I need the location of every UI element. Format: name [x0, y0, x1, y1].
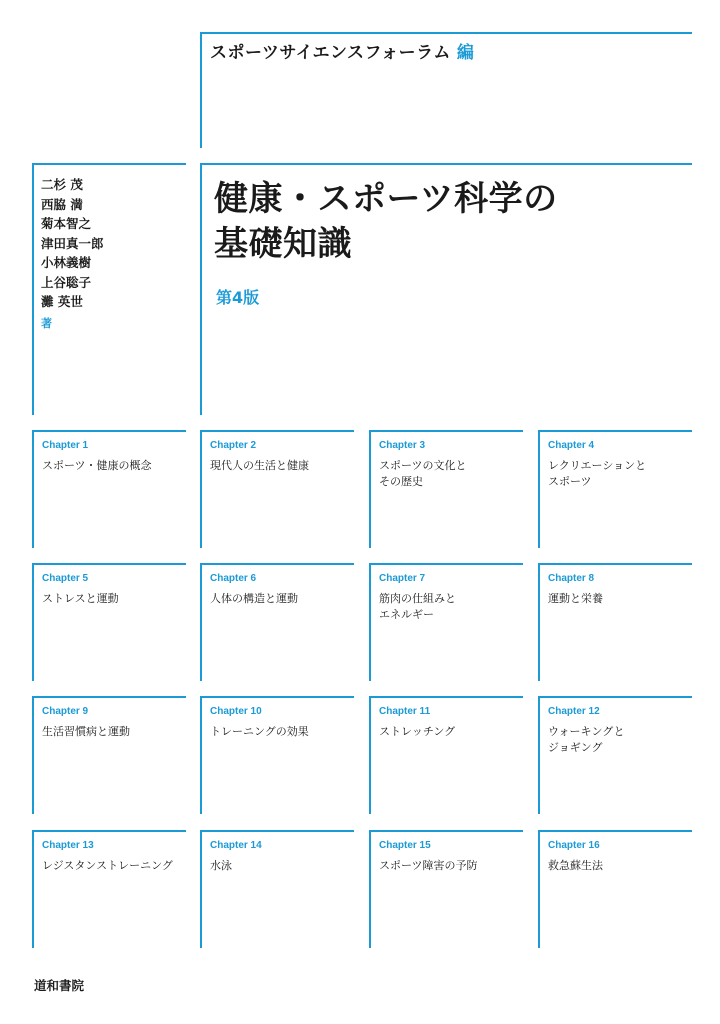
- edition-label: 第4版: [216, 288, 260, 307]
- chapter-title: 救急蘇生法: [548, 859, 603, 872]
- chapter-cell: [200, 696, 350, 814]
- chapter-cell: [538, 430, 688, 548]
- author-role: 著: [41, 316, 52, 330]
- author-name: 灘 英世: [41, 294, 83, 309]
- author-name: 上谷聡子: [41, 274, 92, 290]
- chapter-title: ウォーキングと ジョギング: [548, 725, 625, 754]
- chapter-title: スポーツ・健康の概念: [42, 459, 152, 472]
- author-name: 二杉 茂: [41, 177, 83, 192]
- author-name: 小林義樹: [41, 255, 92, 270]
- chapter-cell: [369, 430, 519, 548]
- editor-left-rule: [200, 32, 202, 148]
- chapter-cell: [200, 563, 350, 681]
- chapter-title: トレーニングの効果: [210, 725, 309, 738]
- chapter-title: ストレッチング: [379, 725, 456, 738]
- chapter-title: スポーツ障害の予防: [379, 859, 478, 872]
- chapter-title: 人体の構造と運動: [210, 592, 298, 605]
- book-title-line2: 基礎知識: [214, 224, 352, 264]
- chapter-number: Chapter 1: [42, 440, 89, 451]
- chapter-cell: [200, 830, 350, 948]
- chapter-number: Chapter 4: [548, 440, 595, 451]
- chapter-number: Chapter 16: [548, 840, 600, 851]
- chapter-title: 生活習慣病と運動: [42, 725, 130, 738]
- title-top-rule: [200, 163, 692, 165]
- chapter-cell: [369, 830, 519, 948]
- authors-top-rule: [32, 163, 186, 165]
- editor-name: スポーツサイエンスフォーラム: [210, 43, 451, 63]
- chapter-number: Chapter 10: [210, 706, 262, 717]
- chapter-number: Chapter 7: [379, 573, 426, 584]
- chapter-number: Chapter 14: [210, 840, 262, 851]
- publisher-name: 道和書院: [34, 978, 85, 993]
- chapter-cell: [32, 430, 182, 548]
- authors-left-rule: [32, 163, 34, 415]
- chapter-cell: [369, 563, 519, 681]
- chapter-cell: [200, 430, 350, 548]
- chapter-cell: [32, 696, 182, 814]
- editor-top-rule: [200, 32, 692, 34]
- chapter-title: 運動と栄養: [548, 592, 603, 605]
- editor-role: 編: [456, 43, 475, 63]
- chapter-number: Chapter 3: [379, 440, 426, 451]
- chapter-cell: [32, 830, 182, 948]
- book-title: [214, 177, 558, 267]
- chapter-number: Chapter 2: [210, 440, 257, 451]
- chapter-title: ストレスと運動: [42, 592, 119, 605]
- chapter-title: スポーツの文化と その歴史: [379, 459, 467, 488]
- chapter-cell: [538, 696, 688, 814]
- chapter-number: Chapter 8: [548, 573, 595, 584]
- author-name: 菊本智之: [41, 216, 92, 231]
- chapter-number: Chapter 11: [379, 706, 431, 717]
- author-name: 津田真一郎: [41, 235, 104, 251]
- title-left-rule: [200, 163, 202, 415]
- editor-credit: [210, 38, 474, 63]
- chapter-title: レクリエーションと スポーツ: [548, 459, 647, 488]
- chapter-number: Chapter 13: [42, 840, 94, 851]
- author-name: 西脇 満: [41, 196, 83, 212]
- chapter-title: 筋肉の仕組みと エネルギー: [379, 592, 456, 621]
- chapter-cell: [538, 563, 688, 681]
- chapter-title: レジスタンストレーニング: [42, 859, 173, 872]
- chapter-title: 現代人の生活と健康: [210, 459, 309, 472]
- chapter-cell: [32, 563, 182, 681]
- chapter-cell: [369, 696, 519, 814]
- book-title-line1: 健康・スポーツ科学の: [214, 179, 558, 219]
- chapter-number: Chapter 5: [42, 573, 89, 584]
- chapter-number: Chapter 12: [548, 706, 600, 717]
- author-list: [41, 175, 181, 333]
- chapter-title: 水泳: [210, 859, 232, 872]
- chapter-cell: [538, 830, 688, 948]
- chapter-number: Chapter 9: [42, 706, 89, 717]
- chapter-number: Chapter 6: [210, 573, 257, 584]
- chapter-number: Chapter 15: [379, 840, 431, 851]
